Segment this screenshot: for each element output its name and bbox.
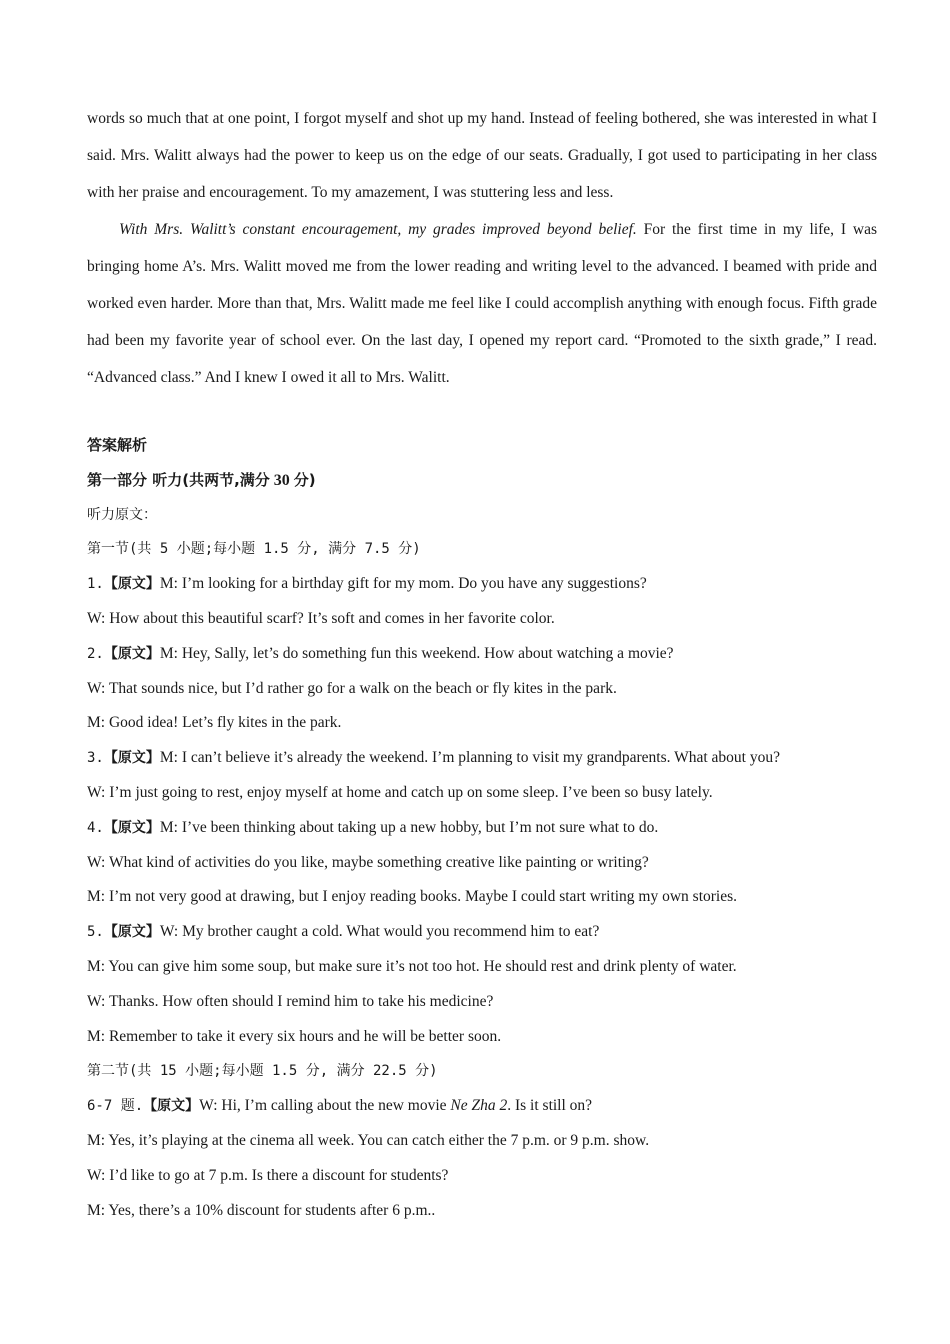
q4-tag: 【原文】 [103,819,160,836]
q4-line-m [87,811,877,846]
answer-section [87,428,877,1228]
q4-line-m2: M: I’m not very good at drawing, but I enjoy reading books. Maybe I could start writing my own stories. [87,888,738,906]
q5-line-w2: W: Thanks. How often should I remind him to take his medicine? [87,992,494,1010]
q5-line-m: M: You can give him some soup, but make sure it’s not too hot. He should rest and drink plenty of water. [87,957,737,975]
part1-heading-end: 分) [293,470,316,489]
q1-m-text: M: I’m looking for a birthday gift for my mom. Do you have any suggestions? [159,575,647,593]
q67-line-m: M: Yes, it’s playing at the cinema all week. You can catch either the 7 p.m. or 9 p.m. show. [87,1131,650,1149]
q67-number: 6-7 题. [87,1098,144,1115]
q67-w-text-b: . Is it still on? [507,1097,593,1115]
q5-line-w [87,915,877,950]
part1-heading-text: 第一部分 听力(共两节,满分 [87,470,270,489]
q2-m-text: M: Hey, Sally, let’s do something fun this weekend. How about watching a movie? [159,644,674,662]
q1-line-m [87,567,877,602]
q2-number: 2. [87,645,104,662]
q2-line-w: W: That sounds nice, but I’d rather go for a walk on the beach or fly kites in the park. [87,679,617,697]
part1-heading [87,463,877,498]
q1-number: 1. [87,576,104,593]
movie-title: Ne Zha 2 [450,1097,508,1115]
q67-line-w2: W: I’d like to go at 7 p.m. Is there a discount for students? [87,1166,449,1184]
q3-line-w: W: I’m just going to rest, enjoy myself at home and catch up on some sleep. I’ve been so busy lately. [87,783,713,801]
q5-number: 5. [87,924,104,941]
story-paragraph-2-rest: For the first time in my life, I was bringing home A’s. Mrs. Walitt moved me from the lower reading and writing level to the advanced. I beamed with pride and worked even harder. More than that, Mrs. Walitt made me feel like I could accomplish anything with enough focus. Fifth grade had been my favorite year of school ever. On the last day, I opened my report card. “Promoted to the sixth grade,” I read. “Advanced class.” And I knew I owed it all to Mrs. Walitt. [87,221,877,386]
q67-line-w [87,1089,877,1124]
q4-number: 4. [87,819,104,836]
q5-w-text: W: My brother caught a cold. What would you recommend him to eat? [159,923,600,941]
story-paragraph-1: words so much that at one point, I forgot myself and shot up my hand. Instead of feeling bothered, she was interested in what I said. Mrs. Walitt always had the power to keep us on the edge of our seats. Gradually, I got used to participating in her class with her praise and encouragement. To my amazement, I was stuttering less and less. [87,110,877,201]
story-text [87,100,877,396]
q3-tag: 【原文】 [103,750,160,767]
transcript-label: 听力原文： [87,506,157,523]
q5-tag: 【原文】 [103,924,160,941]
q2-line-m [87,637,877,672]
answers-title: 答案解析 [87,436,148,454]
story-italic-sentence: With Mrs. Walitt’s constant encouragement, my grades improved beyond belief. [119,221,637,238]
q1-line-w: W: How about this beautiful scarf? It’s soft and comes in her favorite color. [87,609,555,627]
q67-line-m2: M: Yes, there’s a 10% discount for students after 6 p.m.. [87,1201,436,1219]
q2-line-m2: M: Good idea! Let’s fly kites in the park. [87,714,342,732]
q5-line-m2: M: Remember to take it every six hours and he will be better soon. [87,1027,502,1045]
section2-heading: 第二节(共 15 小题;每小题 1.5 分, 满分 22.5 分) [87,1063,438,1080]
q4-m-text: M: I’ve been thinking about taking up a new hobby, but I’m not sure what to do. [159,818,659,836]
part1-score: 30 [269,471,294,489]
q67-w-text-a: W: Hi, I’m calling about the new movie [199,1097,451,1115]
q4-line-w: W: What kind of activities do you like, maybe something creative like painting or writing? [87,853,649,871]
q3-m-text: M: I can’t believe it’s already the weekend. I’m planning to visit my grandparents. What about you? [159,749,780,767]
q3-number: 3. [87,750,104,767]
q67-tag: 【原文】 [143,1098,200,1115]
q2-tag: 【原文】 [103,645,160,662]
section1-heading: 第一节(共 5 小题;每小题 1.5 分, 满分 7.5 分) [87,541,421,558]
q1-tag: 【原文】 [103,576,160,593]
q3-line-m [87,741,877,776]
story-paragraph-2 [87,211,877,396]
